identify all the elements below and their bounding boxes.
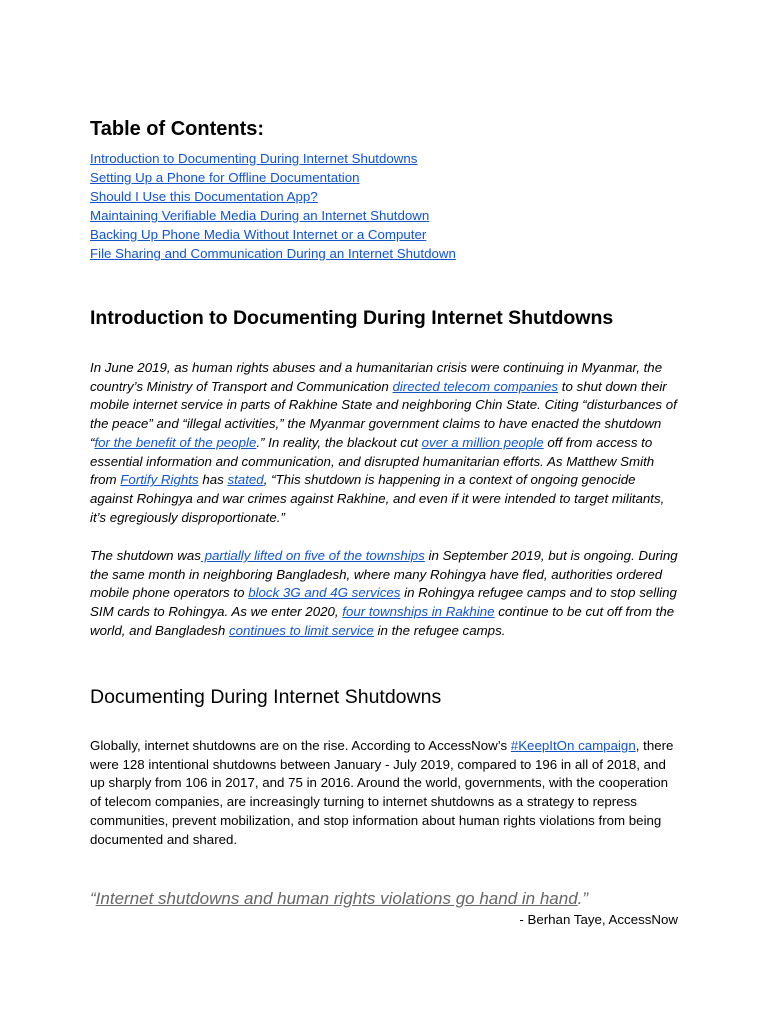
toc-item <box>90 226 456 245</box>
toc-item <box>90 207 456 226</box>
link-partially-lifted[interactable]: partially lifted on five of the townships <box>200 548 425 563</box>
toc-link-backing-up-media[interactable]: Backing Up Phone Media Without Internet or a Computer <box>90 226 427 242</box>
toc-link-verifiable-media[interactable]: Maintaining Verifiable Media During an Internet Shutdown <box>90 207 430 223</box>
link-directed-telecom-companies[interactable]: directed telecom companies <box>392 378 559 394</box>
section-heading-documenting: Documenting During Internet Shutdowns <box>90 686 442 708</box>
text-run: has <box>198 472 228 488</box>
text-run: in September 2019, but is ongoing. During the same month in neighboring Bangladesh, where many Rohingya have fled, authorities ordered mobile phone operators to <box>90 548 678 601</box>
text-run: The shutdown was <box>90 548 201 563</box>
toc-item <box>90 188 456 207</box>
text-run: , “This shutdown is happening in a context of ongoing genocide against Rohingya and war crimes against Rakhine, and even if it were intended to target militants, it’s egregiously disproportionate.” <box>90 472 665 525</box>
text-run: , there were 128 intentional shutdowns between January - July 2019, compared to 196 in all of 2018, and up sharply from 106 in 2017, and 75 in 2016. Around the world, governments, with the cooperation of telecom companies, are increasingly turning to internet shutdowns as a strategy to repress communities, prevent mobilization, and stop information about human rights violations from being documented and shared. <box>90 738 674 847</box>
toc-item <box>90 245 456 264</box>
text-run: continue to be cut off from the world, and Bangladesh <box>90 604 675 638</box>
quote-close-mark: .” <box>577 889 589 908</box>
toc-link-introduction[interactable]: Introduction to Documenting During Internet Shutdowns <box>90 151 418 166</box>
link-block-3g-4g-services[interactable]: block 3G and 4G services <box>248 585 401 601</box>
quote-attribution: - Berhan Taye, AccessNow <box>519 912 678 927</box>
link-fortify-rights[interactable]: Fortify Rights <box>120 472 199 488</box>
text-run: to shut down their mobile internet service in parts of Rakhine State and neighboring Chin State. Citing “disturbances of the peace” and “illegal activities,” the Myanmar government claims to have enacted the shutdown “ <box>90 378 677 450</box>
quote-open-mark: “ <box>90 889 96 908</box>
link-benefit-of-the-people[interactable]: for the benefit of the people <box>94 434 257 450</box>
link-continues-to-limit-service[interactable]: continues to limit service <box>228 622 374 638</box>
toc-link-documentation-app[interactable]: Should I Use this Documentation App? <box>90 188 318 204</box>
text-run: in the refugee camps. <box>373 622 506 638</box>
text-run: Globally, internet shutdowns are on the rise. According to AccessNow’s <box>90 738 511 753</box>
toc-item <box>90 169 456 188</box>
toc-list <box>90 150 456 263</box>
text-run: in Rohingya refugee camps and to stop selling SIM cards to Rohingya. As we enter 2020, <box>90 585 677 620</box>
link-four-townships-in-rakhine[interactable]: four townships in Rakhine <box>342 604 495 620</box>
quote-link[interactable]: Internet shutdowns and human rights violations go hand in hand <box>95 889 578 908</box>
link-stated[interactable]: stated <box>227 472 264 488</box>
pull-quote <box>90 887 588 911</box>
toc-title: Table of Contents: <box>90 118 265 140</box>
text-run: .” In reality, the blackout cut <box>256 434 422 450</box>
link-keepiton-campaign[interactable]: #KeepItOn campaign <box>510 738 636 753</box>
text-run: off from access to essential information and communication, and disrupted humanitarian efforts. As Matthew Smith from <box>90 434 655 488</box>
intro-paragraph-2 <box>90 547 680 641</box>
toc-item <box>90 150 456 169</box>
section-paragraph <box>90 737 680 849</box>
toc-link-file-sharing[interactable]: File Sharing and Communication During an Internet Shutdown <box>90 245 456 261</box>
intro-heading: Introduction to Documenting During Internet Shutdowns <box>90 307 614 329</box>
link-over-a-million-people[interactable]: over a million people <box>421 434 544 450</box>
toc-link-phone-setup[interactable]: Setting Up a Phone for Offline Documentation <box>90 169 360 185</box>
intro-paragraph-1 <box>90 359 680 527</box>
text-run: In June 2019, as human rights abuses and a humanitarian crisis were continuing in Myanmar, the country’s Ministry of Transport and Communication <box>90 360 663 394</box>
